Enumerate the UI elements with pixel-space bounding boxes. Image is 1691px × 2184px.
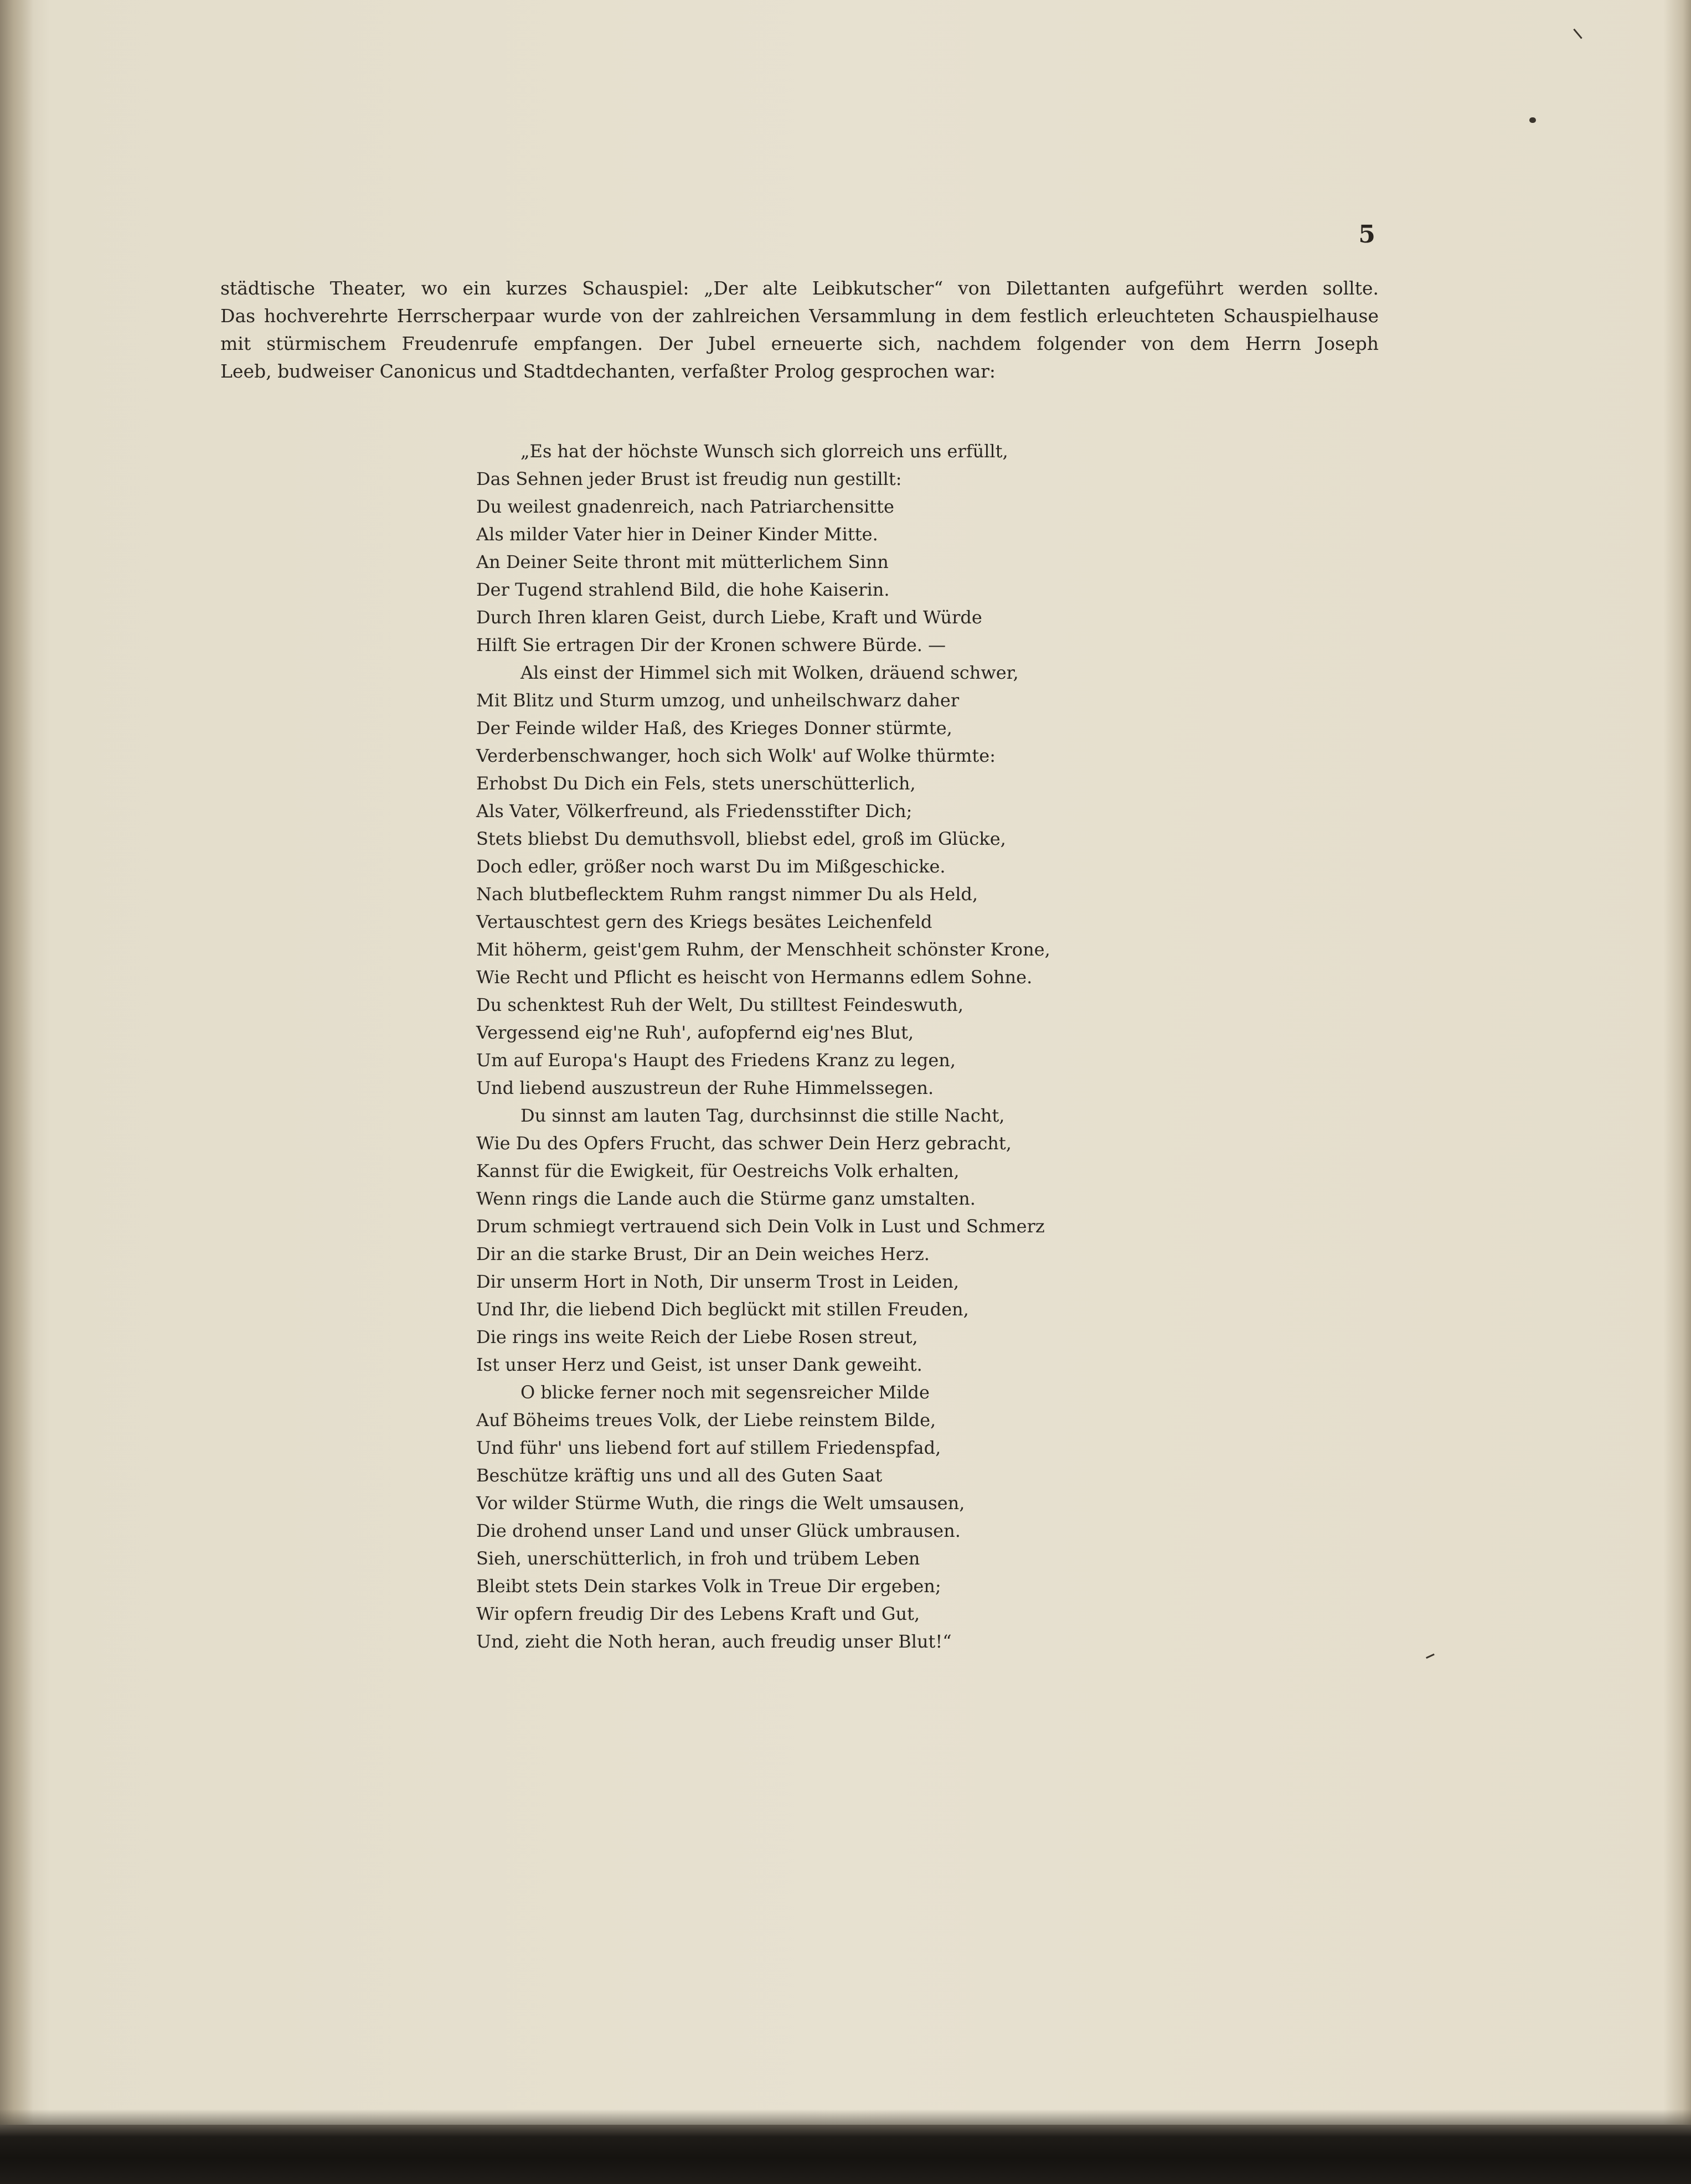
poem-line: Du schenktest Ruh der Welt, Du stilltest Feindeswuth, <box>476 994 963 1015</box>
poem-line: Ist unser Herz und Geist, ist unser Dank geweiht. <box>476 1354 922 1375</box>
poem-line: Vergessend eig'ne Ruh', aufopfernd eig'nes Blut, <box>476 1022 914 1043</box>
prolog-poem <box>476 437 1107 1655</box>
poem-line: Bleibt stets Dein starkes Volk in Treue Dir ergeben; <box>476 1576 941 1597</box>
poem-line: Drum schmiegt vertrauend sich Dein Volk in Lust und Schmerz <box>476 1216 1045 1237</box>
poem-line: Und, zieht die Noth heran, auch freudig unser Blut!“ <box>476 1631 952 1652</box>
poem-line: Du sinnst am lauten Tag, durchsinnst die stille Nacht, <box>520 1105 1005 1126</box>
intro-line: Das hochverehrte Herrscherpaar wurde von der zahlreichen Versammlung in dem festlich erleuchteten Schauspielhause <box>220 305 1379 327</box>
poem-line: Beschütze kräftig uns und all des Guten Saat <box>476 1465 883 1486</box>
poem-line: Die drohend unser Land und unser Glück umbrausen. <box>476 1520 961 1541</box>
poem-line: Wir opfern freudig Dir des Lebens Kraft und Gut, <box>476 1603 920 1624</box>
poem-line: Um auf Europa's Haupt des Friedens Kranz zu legen, <box>476 1050 956 1071</box>
poem-line: „Es hat der höchste Wunsch sich glorreich uns erfüllt, <box>520 441 1008 462</box>
poem-line: Vertauschtest gern des Kriegs besätes Leichenfeld <box>476 911 932 932</box>
poem-line: Wie Du des Opfers Frucht, das schwer Dein Herz gebracht, <box>476 1133 1012 1154</box>
poem-line: Dir an die starke Brust, Dir an Dein weiches Herz. <box>476 1243 930 1264</box>
poem-line: Hilft Sie ertragen Dir der Kronen schwere Bürde. — <box>476 634 946 655</box>
intro-paragraph <box>220 275 1379 413</box>
poem-line: Und Ihr, die liebend Dich beglückt mit stillen Freuden, <box>476 1299 969 1320</box>
page-right-edge <box>1663 0 1691 2184</box>
poem-line: Der Feinde wilder Haß, des Krieges Donner stürmte, <box>476 717 952 739</box>
poem-line: Wie Recht und Pflicht es heischt von Hermanns edlem Sohne. <box>476 967 1033 988</box>
intro-line: Leeb, budweiser Canonicus und Stadtdechanten, verfaßter Prolog gesprochen war: <box>220 360 996 382</box>
poem-line: Vor wilder Stürme Wuth, die rings die Welt umsausen, <box>476 1493 965 1514</box>
poem-line: Mit Blitz und Sturm umzog, und unheilschwarz daher <box>476 690 960 711</box>
scan-bottom-edge <box>0 2125 1691 2184</box>
poem-line: Stets bliebst Du demuthsvoll, bliebst edel, groß im Glücke, <box>476 828 1006 849</box>
poem-line: Als Vater, Völkerfreund, als Friedensstifter Dich; <box>476 801 912 822</box>
ink-speck <box>1426 1654 1435 1659</box>
poem-line: Der Tugend strahlend Bild, die hohe Kaiserin. <box>476 579 890 600</box>
poem-line: O blicke ferner noch mit segensreicher Milde <box>520 1382 930 1403</box>
poem-line: Dir unserm Hort in Noth, Dir unserm Trost in Leiden, <box>476 1271 960 1292</box>
poem-line: Nach blutbeflecktem Ruhm rangst nimmer Du als Held, <box>476 884 978 905</box>
poem-line: Als milder Vater hier in Deiner Kinder Mitte. <box>476 524 878 545</box>
poem-line: Du weilest gnadenreich, nach Patriarchensitte <box>476 496 894 517</box>
poem-line: Das Sehnen jeder Brust ist freudig nun gestillt: <box>476 468 902 489</box>
poem-line: Die rings ins weite Reich der Liebe Rosen streut, <box>476 1326 918 1347</box>
poem-line: Als einst der Himmel sich mit Wolken, dräuend schwer, <box>520 662 1019 683</box>
poem-line: Verderbenschwanger, hoch sich Wolk' auf Wolke thürmte: <box>476 745 996 766</box>
ink-speck <box>1529 117 1536 123</box>
poem-line: Wenn rings die Lande auch die Stürme ganz umstalten. <box>476 1188 976 1209</box>
poem-line: Erhobst Du Dich ein Fels, stets unerschütterlich, <box>476 773 916 794</box>
poem-line: Durch Ihren klaren Geist, durch Liebe, Kraft und Würde <box>476 607 982 628</box>
page-number: 5 <box>1358 220 1375 249</box>
intro-line: mit stürmischem Freudenrufe empfangen. Der Jubel erneuerte sich, nachdem folgender von dem Herrn Joseph <box>220 333 1379 354</box>
poem-line: Und führ' uns liebend fort auf stillem Friedenspfad, <box>476 1437 941 1458</box>
poem-line: Mit höherm, geist'gem Ruhm, der Menschheit schönster Krone, <box>476 939 1050 960</box>
poem-line: Kannst für die Ewigkeit, für Oestreichs Volk erhalten, <box>476 1160 960 1181</box>
intro-line: städtische Theater, wo ein kurzes Schauspiel: „Der alte Leibkutscher“ von Dilettanten aufgeführt werden sollte. <box>220 277 1379 299</box>
page-gutter-shadow <box>0 0 33 2184</box>
poem-line: Sieh, unerschütterlich, in froh und trübem Leben <box>476 1548 920 1569</box>
poem-line: Auf Böheims treues Volk, der Liebe reinstem Bilde, <box>476 1409 936 1431</box>
poem-line: An Deiner Seite thront mit mütterlichem Sinn <box>476 551 889 572</box>
poem-line: Und liebend auszustreun der Ruhe Himmelssegen. <box>476 1077 934 1098</box>
ink-speck <box>1573 29 1582 39</box>
poem-line: Doch edler, größer noch warst Du im Mißgeschicke. <box>476 856 946 877</box>
